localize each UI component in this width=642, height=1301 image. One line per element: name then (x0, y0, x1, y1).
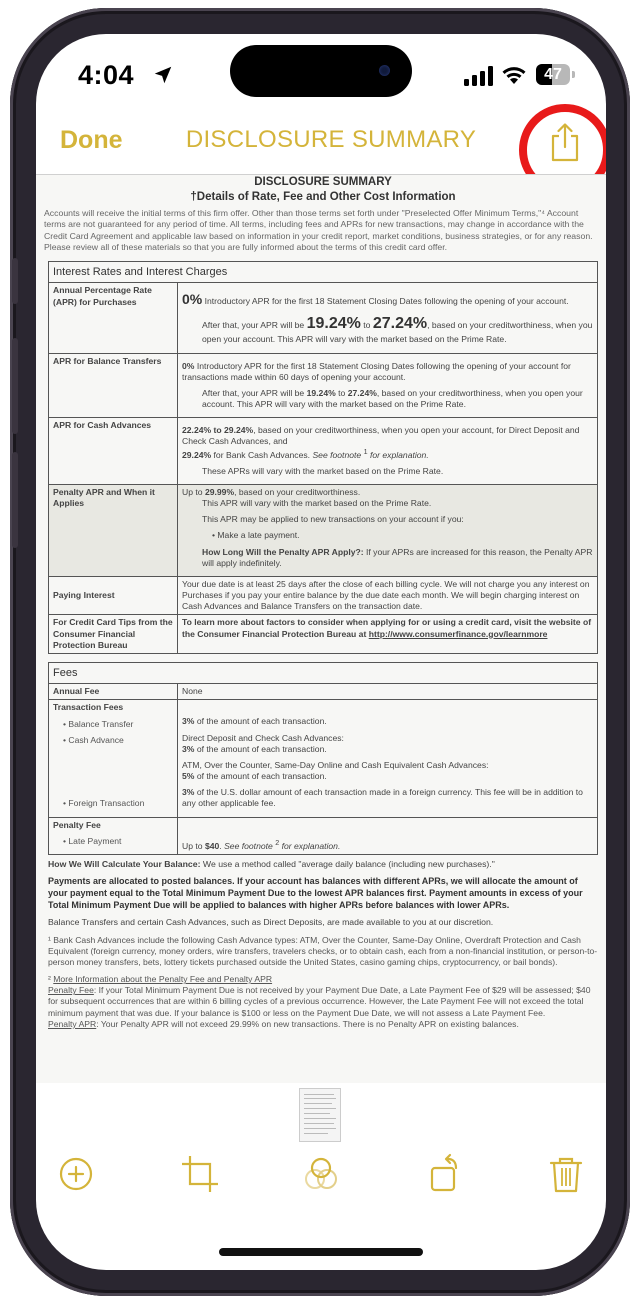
bt-fee-text: of the amount of each transaction. (196, 716, 327, 727)
bt-rate-high: 27.24% (347, 387, 377, 398)
volume-up-button (12, 338, 18, 434)
penalty-bullet: • Make a late payment. (212, 530, 300, 541)
footnote-penalty-fee-label: Penalty Fee (48, 985, 94, 996)
screen (36, 34, 606, 1270)
purchases-after-prefix: After that, your APR will be (202, 319, 305, 330)
ca-fee-text1: of the amount of each transaction. (196, 743, 327, 754)
late-fee-prefix: Up to (182, 840, 203, 851)
cfpb-link[interactable]: http://www.consumerfinance.gov/learnmore (368, 628, 548, 639)
ca-line1: , based on your creditworthiness, when you open your account, for Direct Deposit and Check Cash Advances, and (182, 425, 580, 447)
bt-rate-low: 19.24% (306, 387, 336, 398)
foreign-fee-text: of the U.S. dollar amount of each transaction made in a foreign currency. This fee will be in addition to any other applicable fee. (182, 787, 583, 809)
home-indicator[interactable] (219, 1248, 423, 1256)
ca-for-explanation: for explanation. (369, 449, 429, 460)
annual-fee-label: Annual Fee (49, 684, 178, 700)
tips-text: To learn more about factors to consider when applying for or using a credit card, visit the website of the Consumer Financial Protection Bureau at (182, 617, 592, 639)
penalty-how-long-text: If your APRs are increased for this reason, the Penalty APR will apply indefinitely. (202, 546, 593, 568)
footnote2-title: More Information about the Penalty Fee and Penalty APR (53, 974, 273, 985)
balance-calc (48, 859, 598, 870)
balance-transfer-fee-label: • Balance Transfer (63, 718, 134, 729)
penalty-prefix: Up to (182, 486, 203, 497)
ca-fee-line2: ATM, Over the Counter, Same-Day Online and Cash Equivalent Cash Advances: (182, 759, 489, 770)
filters-icon[interactable] (299, 1152, 343, 1196)
penalty-suffix: , based on your creditworthiness. (234, 486, 361, 497)
done-button[interactable]: Done (60, 126, 123, 154)
purchases-value (178, 283, 598, 353)
ca-rate-range: 22.24% to 29.24% (182, 425, 254, 436)
bt-after-suffix: , based on your creditworthiness, when you open your account. This APR will vary with the market based on the Prime Rate. (202, 387, 583, 410)
page-thumbnail-strip (36, 1083, 606, 1163)
purchases-to: to (363, 319, 371, 330)
add-circle-icon[interactable] (54, 1152, 98, 1196)
balance-calc-label: How We Will Calculate Your Balance: (48, 858, 201, 869)
purchases-rate-low: 19.24% (306, 314, 361, 332)
trash-icon[interactable] (544, 1152, 588, 1196)
annual-fee-value: None (178, 684, 598, 700)
page-thumbnail[interactable] (299, 1088, 341, 1142)
bottom-toolbar (36, 1152, 606, 1212)
bt-fee-percent: 3% (182, 716, 195, 727)
doc-intro: Accounts will receive the initial terms of this firm offer. Other than those terms set forth under "Preselected Offer Minimum Terms,"⁴ Account terms are not guaranteed for any period of time. All terms, including fees and APRs for new transactions, may change in accordance with the Credit Card Agreement and applicable law based on information in your credit report, market conditions, business strategies, or for any reason. Please review all of these materials so that you are fully informed about the terms of this credit card offer. (44, 207, 593, 252)
battery-indicator (536, 64, 576, 85)
camera-dot (379, 65, 390, 76)
table-row (49, 576, 598, 615)
battery-percent: 47 (544, 66, 562, 83)
table-row (49, 283, 598, 353)
footnote-penalty-apr-text: : Your Penalty APR will not exceed 29.99% on new transactions. There is no Penalty APR on existing balances. (96, 1018, 519, 1029)
foreign-fee-percent: 3% (182, 787, 195, 798)
bt-to: to (338, 387, 346, 398)
ca-rate-bank: 29.24% (182, 449, 212, 460)
purchases-after-suffix: , based on your creditworthiness, when you open your account. This APR will vary with the market based on the Prime Rate. (202, 319, 593, 345)
cash-advance-fee-label: • Cash Advance (63, 734, 124, 745)
footnote-2 (48, 974, 598, 1030)
bt-intro-rate: 0% (182, 360, 195, 371)
fees-table (48, 662, 598, 855)
penalty-applied: This APR may be applied to new transactions on your account if you: (202, 514, 464, 525)
table-row (49, 817, 598, 854)
status-time: 4:04 (78, 60, 135, 90)
penalty-apr-value (178, 484, 598, 576)
wifi-icon (501, 65, 527, 85)
purchases-intro-rate: 0% (182, 291, 203, 308)
footnote-penalty-apr-label: Penalty APR (48, 1018, 97, 1029)
tips-value (178, 615, 598, 654)
crop-icon[interactable] (178, 1152, 222, 1196)
late-payment-label: • Late Payment (63, 835, 122, 846)
footnote-1: ¹ Bank Cash Advances include the following Cash Advance types: ATM, Over the Counter, Same-Day Online, Overdraft Protection and Cash Equivalent (foreign currency, money orders, wire transfers, travelers checks, or to obtain cash, each from a non-financial institution, or person-to-person money transfers, bets, lottery tickets purchased outside the United States, casino gaming chips, cryptocurrency, or bail bonds). (48, 934, 598, 967)
purchases-rate-high: 27.24% (372, 314, 428, 332)
table-row (49, 353, 598, 418)
scanned-document[interactable] (36, 175, 606, 1083)
payments-allocation: Payments are allocated to posted balances. If your account has balances with different APRs, we will allocate the amount of your payment equal to the Total Minimum Payment Due to the lowest APR balances first. Payment amounts in excess of your Total Minimum Payment Due will be applied to balances with higher APRs before balances with lower APRs. (48, 876, 583, 910)
penalty-fee-labels (49, 817, 178, 854)
late-fee-for-explanation: for explanation. (281, 840, 341, 851)
ca-footnote-num: 1 (363, 447, 368, 456)
balance-calc-text: We use a method called "average daily balance (including new purchases)." (202, 858, 495, 869)
interest-rates-table (48, 261, 598, 654)
table-row (49, 700, 598, 817)
purchases-intro-text: Introductory APR for the first 18 Statement Closing Dates following the opening of your account. (204, 296, 569, 307)
penalty-fee-value: Up to $40. See footnote $^2$ for explanation. (178, 817, 598, 854)
table-row (49, 418, 598, 485)
late-fee-amount: $40 (204, 840, 220, 851)
penalty-apr-label: Penalty APR and When it Applies (49, 484, 178, 576)
doc-subheading: †Details of Rate, Fee and Other Cost Information (190, 190, 456, 203)
ca-see-footnote: See footnote (312, 449, 362, 460)
foreign-transaction-fee-label: • Foreign Transaction (63, 797, 145, 808)
transaction-fees-labels (49, 700, 178, 817)
table-row (49, 684, 598, 700)
ca-fee-percent1: 3% (182, 743, 195, 754)
cellular-signal-icon (464, 66, 494, 86)
balance-transfers-label: APR for Balance Transfers (49, 353, 178, 418)
tips-label: For Credit Card Tips from the Consumer Financial Protection Bureau (49, 615, 178, 654)
cash-advances-value (178, 418, 598, 485)
volume-down-button (12, 452, 18, 548)
page-title: DISCLOSURE SUMMARY (185, 126, 477, 153)
interest-section-title: Interest Rates and Interest Charges (49, 262, 598, 283)
penalty-fee-label: Penalty Fee (53, 819, 101, 830)
dynamic-island (230, 45, 412, 97)
paying-interest-label: Paying Interest (49, 576, 178, 615)
ca-vary: These APRs will vary with the market based on the Prime Rate. (202, 465, 444, 476)
battery-tip (572, 71, 575, 78)
paying-interest-value: Your due date is at least 25 days after the close of each billing cycle. We will not charge you any interest on Purchases if you pay your entire balance by the due date each month. We will begin charging interest on Cash Advances and Balance Transfers on the transaction date. (178, 576, 598, 615)
ca-line2: for Bank Cash Advances. (213, 449, 311, 460)
penalty-vary: This APR will vary with the market based on the Prime Rate. (202, 497, 432, 508)
discretion-note: Balance Transfers and certain Cash Advances, such as Direct Deposits, are made available to you at our discretion. (48, 917, 494, 928)
ca-fee-line1: Direct Deposit and Check Cash Advances: (182, 732, 344, 743)
late-fee-footnote-num: 2 (275, 838, 280, 847)
penalty-rate: 29.99% (204, 486, 235, 497)
ca-fee-text2: of the amount of each transaction. (196, 771, 327, 782)
footnote-penalty-fee-text: : If your Total Minimum Payment Due is not received by your Payment Due Date, a Late Payment Fee of $29 will be assessed; $40 for subsequent occurrences that are within 6 billing cycles of a previous occurrence. However, the Late Payment Fee will not exceed the total minimum payment that was due. If your balance is $100 or less on the Payment Due Date, we will not assess a Late Payment Fee. (48, 985, 591, 1018)
doc-heading: DISCLOSURE SUMMARY (254, 176, 392, 188)
transaction-fees-label: Transaction Fees (53, 702, 124, 713)
fees-section-title: Fees (49, 662, 598, 683)
table-row (49, 484, 598, 576)
late-fee-see-footnote: See footnote (224, 840, 273, 851)
penalty-how-long-label: How Long Will the Penalty APR Apply?: (202, 546, 364, 557)
purchases-label: Annual Percentage Rate (APR) for Purchases (49, 283, 178, 353)
table-row (49, 615, 598, 654)
rotate-icon[interactable] (422, 1152, 466, 1196)
balance-transfers-value (178, 353, 598, 418)
ca-fee-percent2: 5% (182, 771, 195, 782)
transaction-fees-values (178, 700, 598, 817)
location-arrow-icon (152, 64, 174, 86)
action-button (12, 258, 18, 304)
footnote2-num: ² (48, 974, 51, 985)
bt-after-prefix: After that, your APR will be (202, 387, 305, 398)
bt-intro-text: Introductory APR for the first 18 Statement Closing Dates following the opening of your account for transactions made within 60 days of opening your account. (182, 360, 571, 382)
cash-advances-label: APR for Cash Advances (49, 418, 178, 485)
